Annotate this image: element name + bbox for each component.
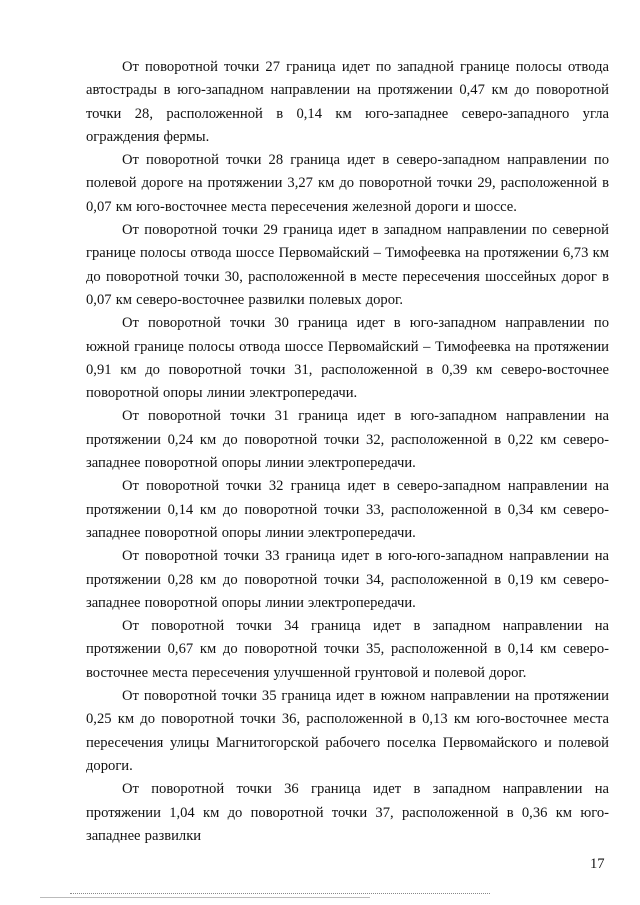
paragraph-point-31: От поворотной точки 31 граница идет в юго-западном направлении на протяжении 0,24 км до поворотной точки 32, расположенной в 0,22 км северо-западнее поворотной опоры линии электропередачи.	[86, 408, 609, 472]
body-text	[86, 56, 609, 848]
paragraph-point-32: От поворотной точки 32 граница идет в северо-западном направлении на протяжении 0,14 км до поворотной точки 33, расположенной в 0,34 км северо-западнее поворотной опоры линии электропередачи.	[86, 478, 609, 541]
paragraph-point-27: От поворотной точки 27 граница идет по западной границе полосы отвода автострады в юго-западном направлении на протяжении 0,47 км до поворотной точки 28, расположенной в 0,14 км юго-западнее северо-западного угла ограждения фермы.	[86, 59, 609, 145]
paragraph-point-30: От поворотной точки 30 граница идет в юго-западном направлении по южной границе полосы отвода шоссе Первомайский – Тимофеевка на протяжении 0,91 км до поворотной точки 31, расположенной в 0,39 км северо-восточнее поворотной опоры линии электропередачи.	[86, 315, 609, 402]
paragraph-point-28: От поворотной точки 28 граница идет в северо-западном направлении по полевой дороге на протяжении 3,27 км до поворотной точки 29, расположенной в 0,07 км юго-восточнее места пересечения железной дороги и шоссе.	[86, 152, 609, 215]
paragraph-point-33: От поворотной точки 33 граница идет в юго-юго-западном направлении на протяжении 0,28 км до поворотной точки 34, расположенной в 0,19 км северо-западнее поворотной опоры линии электропередачи.	[86, 548, 609, 611]
scan-edge-line	[70, 893, 490, 894]
paragraph-point-35: От поворотной точки 35 граница идет в южном направлении на протяжении 0,25 км до поворотной точки 36, расположенной в 0,13 км юго-восточнее места пересечения улицы Магнитогорской рабочего поселка Первомайского и полевой дороги.	[86, 688, 609, 774]
paragraph-point-36: От поворотной точки 36 граница идет в западном направлении на протяжении 1,04 км до поворотной точки 37, расположенной в 0,36 км юго-западнее развилки	[86, 781, 609, 844]
scan-edge-line-lower	[40, 897, 370, 898]
paragraph-point-29: От поворотной точки 29 граница идет в западном направлении по северной границе полосы отвода шоссе Первомайский – Тимофеевка на протяжении 6,73 км до поворотной точки 30, расположенной в месте пересечения шоссейных дорог в 0,07 км северо-восточнее развилки полевых дорог.	[86, 222, 609, 308]
paragraph-point-34: От поворотной точки 34 граница идет в западном направлении на протяжении 0,67 км до поворотной точки 35, расположенной в 0,14 км северо-восточнее места пересечения улучшенной грунтовой и полевой дорог.	[86, 618, 609, 681]
page-number: 17	[590, 856, 605, 872]
